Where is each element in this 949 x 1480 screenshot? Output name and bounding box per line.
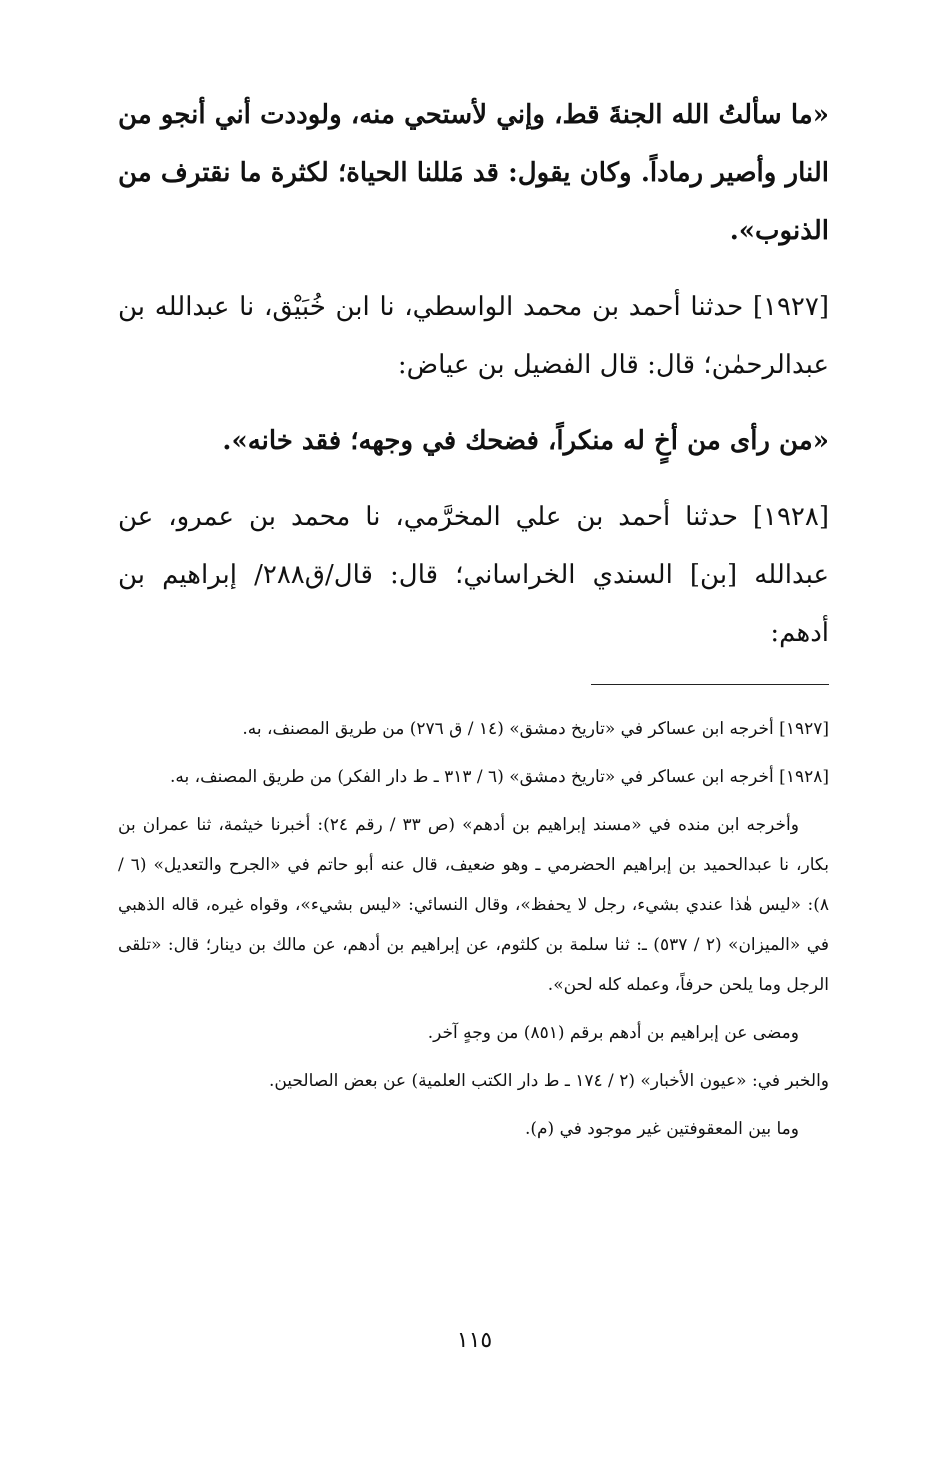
narration-1928: [١٩٢٨] حدثنا أحمد بن علي المخرَّمي، نا محمد بن عمرو، عن عبدالله [بن] السندي الخراساني؛ قال: قال/ق٢٨٨/ إبراهيم بن أدهم: <box>118 502 829 648</box>
footnote-1928: [١٩٢٨] أخرجه ابن عساكر في «تاريخ دمشق» (٦ / ٣١٣ ـ ط دار الفكر) من طريق المصنف، به. <box>169 767 829 787</box>
footnote-1927: [١٩٢٧] أخرجه ابن عساكر في «تاريخ دمشق» (١٤ / ق ٢٧٦) من طريق المصنف، به. <box>242 719 829 739</box>
narration-1927: [١٩٢٧] حدثنا أحمد بن محمد الواسطي، نا ابن خُبَيْق، نا عبدالله بن عبدالرحمٰن؛ قال: قال الفضيل بن عياض: <box>118 292 829 380</box>
footnote-cross-reference: ومضى عن إبراهيم بن أدهم برقم (٨٥١) من وجهٍ آخر. <box>427 1023 799 1043</box>
footnote-brackets-note: وما بين المعقوفتين غير موجود في (م). <box>524 1119 799 1139</box>
main-text <box>118 86 829 662</box>
quote-paragraph-2: «من رأى من أخٍ له منكراً، فضحك في وجهه؛ فقد خانه». <box>222 426 829 456</box>
quote-paragraph-1: «ما سألتُ الله الجنةَ قط، وإني لأستحي منه، ولوددت أني أنجو من النار وأصير رماداً. وكان يقول: قد مَللنا الحياة؛ لكثرة ما نقترف من الذنوب». <box>118 100 829 246</box>
footnote-source: والخبر في: «عيون الأخبار» (٢ / ١٧٤ ـ ط دار الكتب العلمية) عن بعض الصالحين. <box>268 1071 829 1091</box>
page-number: ١١٥ <box>456 1328 493 1353</box>
footnote-divider <box>591 684 829 685</box>
footnote-ibn-mandah: وأخرجه ابن منده في «مسند إبراهيم بن أدهم» (ص ٣٣ / رقم ٢٤): أخبرنا خيثمة، ثنا عمران بن بكار، نا عبدالحميد بن إبراهيم الحضرمي ـ وهو ضعيف، قال عنه أبو حاتم في «الجرح والتعديل» (٦ / ٨): «ليس هٰذا عندي بشيء، رجل لا يحفظ»، وقال النسائي: «ليس بشيء»، وقواه غيره، قاله الذهبي في «الميزان» (٢ / ٥٣٧) ـ: ثنا سلمة بن كلثوم، عن إبراهيم بن أدهم، عن مالك بن دينار؛ قال: «تلقى الرجل وما يلحن حرفاً، وعمله كله لحن». <box>118 815 829 995</box>
footnotes <box>118 709 829 1149</box>
